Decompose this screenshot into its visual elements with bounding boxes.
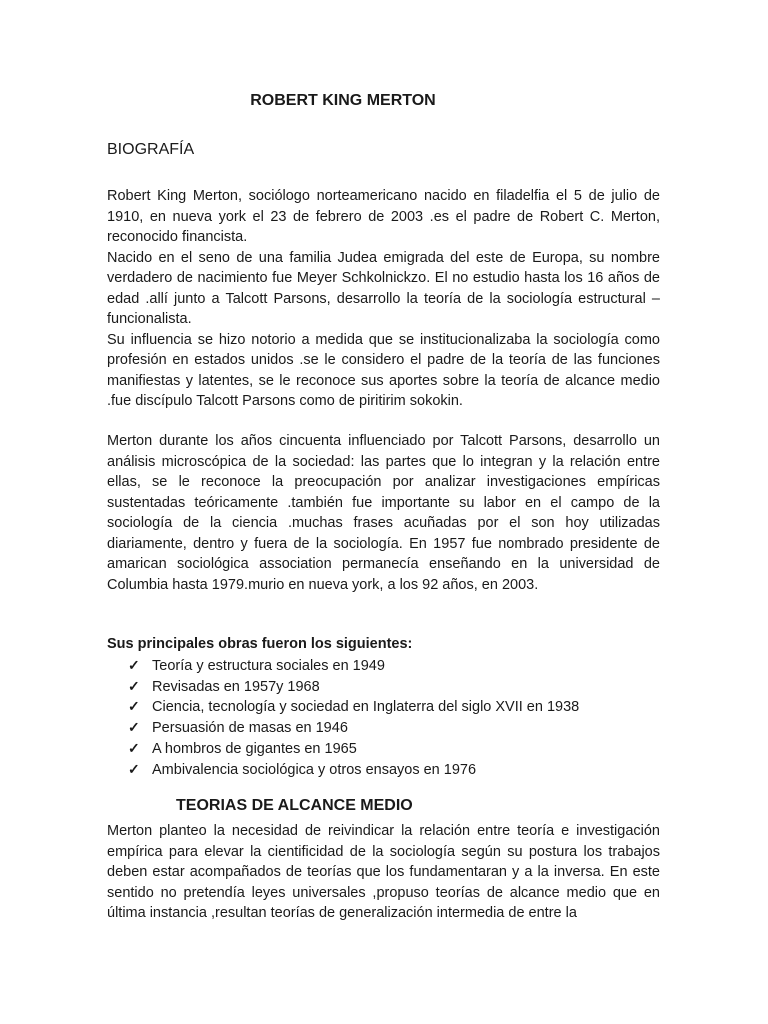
- biography-body: [107, 186, 660, 412]
- biography-paragraph: Robert King Merton, sociólogo norteamericano nacido en filadelfia el 5 de julio de 1910, en nueva york el 23 de febrero de 2003 .es el padre de Robert C. Merton, reconocido financista.: [107, 188, 660, 245]
- works-heading: Sus principales obras fueron los siguientes:: [107, 636, 413, 652]
- list-item: [128, 656, 579, 677]
- checkmark-icon: ✓: [128, 698, 140, 715]
- checkmark-icon: ✓: [128, 677, 140, 694]
- checkmark-icon: ✓: [128, 719, 140, 736]
- list-item: [128, 697, 579, 718]
- list-item: [128, 739, 579, 760]
- list-item: [128, 718, 579, 739]
- merton-paragraph: Merton durante los años cincuenta influenciado por Talcott Parsons, desarrollo un análisis microscópica de la sociedad: las partes que lo integran y la relación entre ellas, se le reconoce la preocupación por analizar investigaciones empíricas sustentadas teóricamente .también fue importante su labor en el campo de la sociología de la ciencia .muchas frases acuñadas por el son hoy utilizadas diariamente, dentro y fuera de la sociología. En 1957 fue nombrado presidente de amarican sociológica association permanecía enseñando en la universidad de Columbia hasta 1979.murio en nueva york, a los 92 años, en 2003.: [107, 433, 660, 593]
- page-title: ROBERT KING MERTON: [250, 92, 436, 109]
- work-title: Ambivalencia sociológica y otros ensayos en 1976: [152, 761, 477, 778]
- checkmark-icon: ✓: [128, 760, 140, 777]
- work-title: Revisadas en 1957y 1968: [152, 678, 320, 695]
- biography-paragraph: Nacido en el seno de una familia Judea emigrada del este de Europa, su nombre verdadero de nacimiento fue Meyer Schkolnickzo. El no estudio hasta los 16 años de edad .allí junto a Talcott Parsons, desarrollo la teoría de la sociología estructural – funcionalista.: [107, 249, 660, 327]
- list-item: [128, 677, 579, 698]
- theory-paragraph: Merton planteo la necesidad de reivindicar la relación entre teoría e investigación empírica para elevar la cientificidad de la sociología según su postura los trabajos deben estar acompañados de teorías que los fundamentaran y a la inversa. En este sentido no pretendía leyes universales ,propuso teorías de alcance medio que en última instancia ,resultan teorías de generalización intermedia de entre la: [107, 823, 660, 921]
- biography-heading: BIOGRAFÍA: [107, 141, 195, 158]
- checkmark-icon: ✓: [128, 657, 140, 673]
- list-item: [128, 760, 579, 781]
- checkmark-icon: ✓: [128, 739, 140, 756]
- theory-body: [107, 821, 660, 924]
- work-title: Ciencia, tecnología y sociedad en Inglaterra del siglo XVII en 1938: [152, 699, 580, 716]
- theory-heading: TEORIAS DE ALCANCE MEDIO: [176, 797, 413, 814]
- works-list: [128, 656, 579, 780]
- merton-fifties-body: [107, 431, 660, 595]
- biography-paragraph: Su influencia se hizo notorio a medida que se institucionalizaba la sociología como profesión en estados unidos .se le considero el padre de la teoría de las funciones manifiestas y latentes, se le reconoce sus aportes sobre la teoría de alcance medio .fue discípulo Talcott Parsons como de piritirim sokokin.: [107, 331, 660, 409]
- work-title: Teoría y estructura sociales en 1949: [152, 658, 385, 674]
- work-title: A hombros de gigantes en 1965: [152, 740, 357, 757]
- work-title: Persuasión de masas en 1946: [152, 720, 348, 737]
